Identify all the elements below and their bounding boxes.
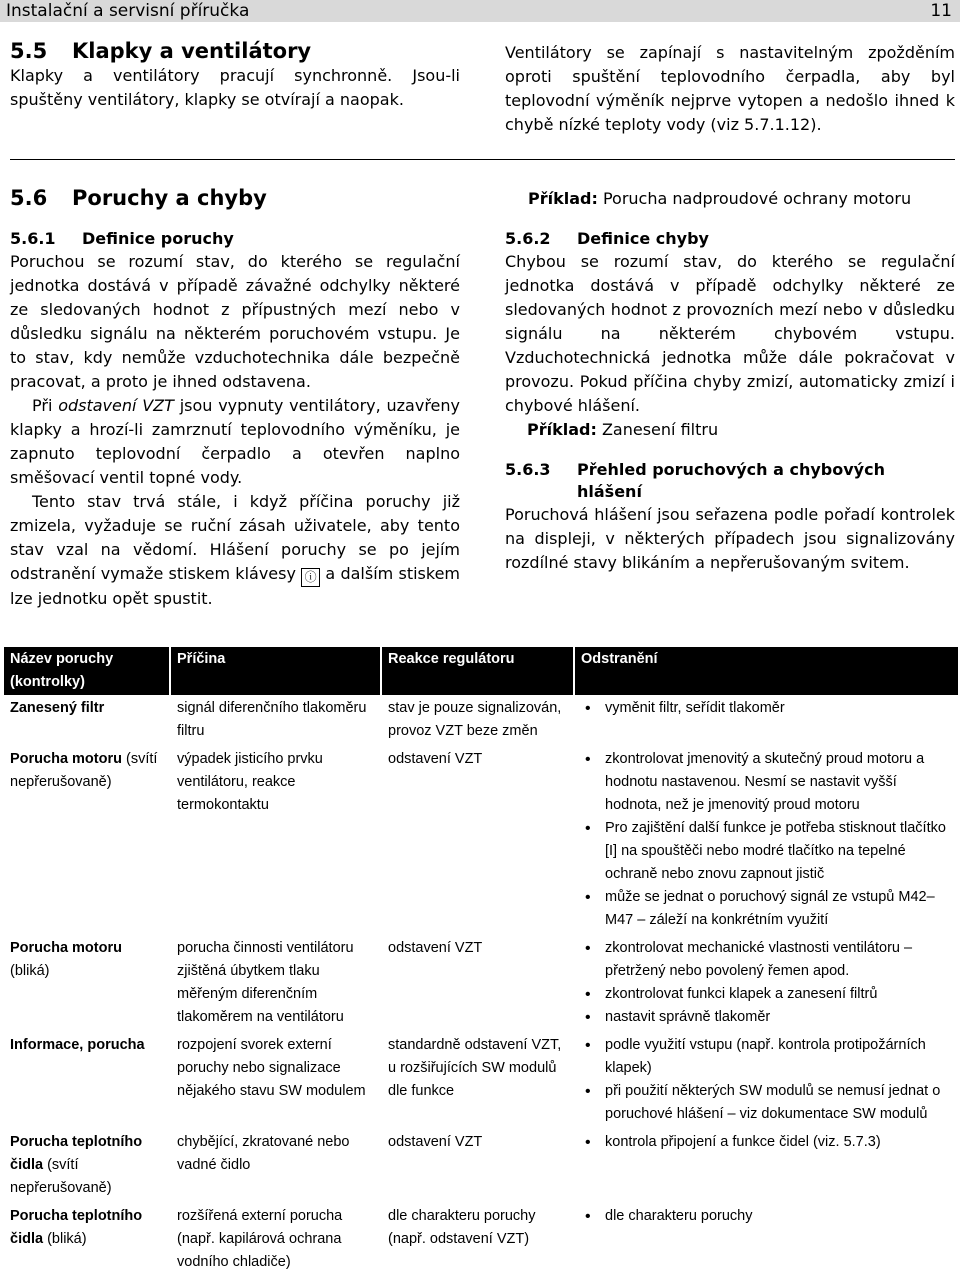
table-header-row [4, 647, 958, 696]
reaction-cell: stav je pouze signalizován, provoz VZT beze změn [381, 696, 574, 747]
fix-cell [574, 1033, 958, 1130]
section-5-6-heading [10, 185, 460, 211]
fault-name-detail: (bliká) [10, 963, 49, 979]
section-5-6-3 [505, 459, 955, 575]
fix-list [581, 748, 952, 932]
section-5-5-right-text: Ventilátory se zapínají s nastavitelným zpožděním oproti spuštění teplovodního čerpadla, aby byl teplovodní výměník nejprve vytopen a nedošlo ihned k chybě nízké teploty vody (viz 5.7.1.12). [505, 41, 955, 137]
info-key-icon: ⓘ [301, 568, 320, 587]
fix-item: • může se jednat o poruchový signál ze vstupů M42–M47 – záleží na konkrétním využití [581, 886, 952, 932]
fix-item: • zkontrolovat funkci klapek a zanesení filtrů [581, 983, 952, 1006]
table-row [4, 747, 958, 936]
cause-cell: signál diferenčního tlakoměru filtru [170, 696, 381, 747]
fix-item: • Pro zajištění další funkce je potřeba stisknout tlačítko [I] na spouštěči nebo modré tlačítko na tepelné ochraně nebo znovu zapnout jistič [581, 817, 952, 886]
section-5-5 [10, 38, 460, 112]
section-5-6-2-heading [505, 228, 955, 250]
reaction-cell: odstavení VZT [381, 936, 574, 1033]
section-5-6 [10, 185, 460, 211]
fix-cell [574, 747, 958, 936]
fault-name: Porucha teplotního čidla [10, 1208, 142, 1247]
fix-list [581, 1205, 952, 1228]
error-definition-text: Chybou se rozumí stav, do kterého se regulační jednotka dostává v případě odchylky některé ze sledovaných hodnot z provozních mezí nebo v důsledku signálu na některém chybovém vstupu. Vzduchotechnická jednotka může dále pokračovat v provozu. Pokud příčina chyby zmizí, automaticky zmizí i chybové hlášení. [505, 250, 955, 418]
header-name: Název poruchy (kontrolky) [4, 647, 170, 696]
fix-cell [574, 1130, 958, 1204]
table-row [4, 696, 958, 747]
section-5-6-1-heading [10, 228, 460, 250]
section-5-6-1 [10, 228, 460, 611]
example-filter [505, 418, 955, 442]
subsection-title: Definice chyby [577, 229, 709, 248]
table-row [4, 1130, 958, 1204]
cause-cell: rozšířená externí porucha (např. kapilárová ochrana vodního chladiče) [170, 1204, 381, 1277]
section-5-5-text: Klapky a ventilátory pracují synchronně. Jsou-li spuštěny ventilátory, klapky se otvírají a naopak. [10, 64, 460, 112]
cause-cell: chybějící, zkratované nebo vadné čidlo [170, 1130, 381, 1204]
shutdown-term: odstavení VZT [58, 396, 174, 415]
shutdown-text: Při odstavení VZT jsou vypnuty ventilátory, uzavřeny klapky a hrozí-li zamrznutí teplovodního výměníku, je zapnuto teplovodní čerpadlo a otevřen naplno směšovací ventil topné vody. [10, 394, 460, 490]
subsection-title: Přehled poruchových a chybových hlášení [577, 459, 937, 503]
table-row [4, 1033, 958, 1130]
fix-item: • při použití některých SW modulů se nemusí jednat o poruchové hlášení – viz dokumentace SW modulů [581, 1080, 952, 1126]
overview-text: Poruchová hlášení jsou seřazena podle pořadí kontrolek na displeji, v některých případech jsou signalizovány rozdílné stavy blikáním a nepřerušovaným svitem. [505, 503, 955, 575]
header-reaction: Reakce regulátoru [381, 647, 574, 696]
fix-item: • zkontrolovat jmenovitý a skutečný proud motoru a hodnotu nastavenou. Nesmí se nastavit vyšší hodnota, než je jmenovitý proud motoru [581, 748, 952, 817]
document-title: Instalační a servisní příručka [6, 0, 249, 22]
fault-definition-text: Poruchou se rozumí stav, do kterého se regulační jednotka dostává v případě závažné odchylky některé ze sledovaných hodnot z přípustných mezí nebo v důsledku signálu na některém poruchovém vstupu. Je to stav, kdy nemůže vzduchotechnika dále bezpečně pracovat, a proto je ihned odstavena. [10, 250, 460, 394]
section-title: Klapky a ventilátory [72, 39, 311, 63]
fault-name: Porucha motoru [10, 940, 122, 956]
cause-cell: porucha činnosti ventilátoru zjištěná úbytkem tlaku měřeným diferenčním tlakoměrem na ventilátoru [170, 936, 381, 1033]
example-overcurrent [528, 187, 960, 211]
fault-table [4, 647, 958, 1277]
fix-cell [574, 1204, 958, 1277]
section-5-6-2 [505, 228, 955, 442]
cause-cell: rozpojení svorek externí poruchy nebo signalizace nějakého stavu SW modulem [170, 1033, 381, 1130]
fault-name-cell [4, 1130, 170, 1204]
page-header [0, 0, 960, 22]
subsection-title: Definice poruchy [82, 229, 234, 248]
fix-item: • podle využití vstupu (např. kontrola protipožárních klapek) [581, 1034, 952, 1080]
fix-list [581, 697, 952, 720]
header-fix: Odstranění [574, 647, 958, 696]
fault-name: Zanesený filtr [10, 700, 104, 716]
fix-item: • kontrola připojení a funkce čidel (viz. 5.7.3) [581, 1131, 952, 1154]
fault-name-cell [4, 936, 170, 1033]
subsection-number: 5.6.1 [10, 228, 82, 250]
divider [10, 159, 955, 160]
section-5-6-3-heading [505, 459, 955, 503]
fix-cell [574, 696, 958, 747]
fix-list [581, 937, 952, 1029]
section-number: 5.6 [10, 185, 72, 211]
fault-name-cell [4, 747, 170, 936]
fault-name-cell [4, 1204, 170, 1277]
example-label: Příklad: [527, 420, 597, 439]
example-label: Příklad: [528, 189, 598, 208]
reaction-cell: dle charakteru poruchy (např. odstavení VZT) [381, 1204, 574, 1277]
fault-name: Porucha motoru [10, 751, 122, 767]
section-number: 5.5 [10, 38, 72, 64]
fault-name-cell [4, 696, 170, 747]
fix-cell [574, 936, 958, 1033]
fault-name-cell [4, 1033, 170, 1130]
fault-name-detail: (svítí nepřerušovaně) [10, 1157, 112, 1196]
reaction-cell: odstavení VZT [381, 1130, 574, 1204]
example-text: Porucha nadproudové ochrany motoru [603, 189, 911, 208]
fix-list [581, 1034, 952, 1126]
fault-name-detail: (svítí nepřerušovaně) [10, 751, 157, 790]
fault-name: Porucha teplotního čidla [10, 1134, 142, 1173]
table-row [4, 1204, 958, 1277]
fix-item: • vyměnit filtr, seřídit tlakoměr [581, 697, 952, 720]
fix-item: • nastavit správně tlakoměr [581, 1006, 952, 1029]
example-text: Zanesení filtru [602, 420, 718, 439]
reaction-cell: odstavení VZT [381, 747, 574, 936]
subsection-number: 5.6.3 [505, 459, 577, 481]
fault-name: Informace, porucha [10, 1037, 145, 1053]
fix-item: • dle charakteru poruchy [581, 1205, 952, 1228]
table-row [4, 936, 958, 1033]
reset-text: Tento stav trvá stále, i když příčina poruchy již zmizela, vyžaduje se ruční zásah uživatele, aby tento stav vzal na vědomí. Hlášení poruchy se po jejím odstranění vymaže stiskem klávesy ⓘ a dalším stiskem lze jednotku opět spustit. [10, 490, 460, 611]
fix-item: • zkontrolovat mechanické vlastnosti ventilátoru – přetržený nebo povolený řemen apod. [581, 937, 952, 983]
section-5-5-right [505, 41, 955, 137]
section-title: Poruchy a chyby [72, 186, 267, 210]
header-cause: Příčina [170, 647, 381, 696]
section-5-5-heading [10, 38, 460, 64]
cause-cell: výpadek jisticího prvku ventilátoru, reakce termokontaktu [170, 747, 381, 936]
reaction-cell: standardně odstavení VZT, u rozšiřujících SW modulů dle funkce [381, 1033, 574, 1130]
fault-name-detail: (bliká) [43, 1231, 87, 1247]
subsection-number: 5.6.2 [505, 228, 577, 250]
fix-list [581, 1131, 952, 1154]
page-number: 11 [930, 0, 952, 22]
